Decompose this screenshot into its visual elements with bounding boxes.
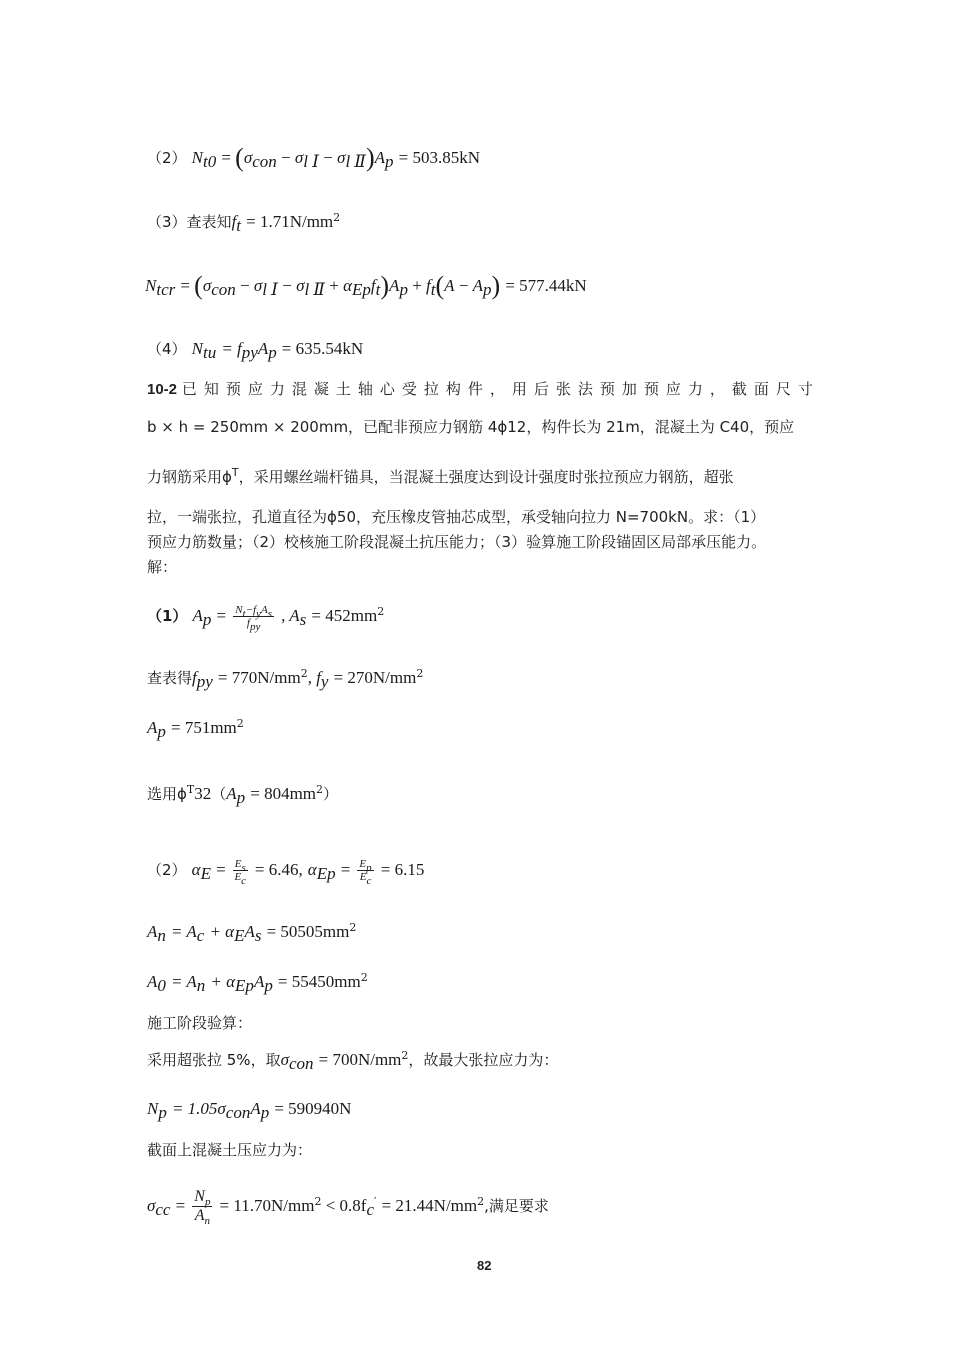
equation-np: $N_p = 1.05\sigma_{con}A_p = 590940N$ <box>147 1099 352 1122</box>
equation-ntu: （4） $N_{tu} = f_{py}A_p = 635.54kN$ <box>147 339 364 362</box>
overtension-line: 采用超张拉 5%，取$\sigma_{con} = 700N/mm^2$，故最大张拉应力为： <box>147 1049 559 1073</box>
equation-ntcr: $N_{tcr} = (\sigma_{con} - \sigma_{l Ⅰ} - \sigma_{l Ⅱ} + \alpha_{Ep}f_t)A_p + f_t(A - A_p) = 577.44kN$ <box>145 271 587 300</box>
problem-line-5: 预应力筋数量；（2）校核施工阶段混凝土抗压能力；（3）验算施工阶段锚固区局部承压能力。 <box>147 533 767 551</box>
equation-an: $A_n = A_c + \alpha_EA_s = 50505mm^2$ <box>147 921 357 945</box>
page-number: 82 <box>477 1258 492 1273</box>
problem-line-2: b × h = 250mm × 200mm，已配非预应力钢筋 4ϕ12，构件长为 21m，混凝土为 C40，预应 <box>147 418 795 436</box>
problem-line-4: 拉，一端张拉，孔道直径为ϕ50，充压橡皮管抽芯成型，承受轴向拉力 N=700kN。求：（1） <box>147 508 766 526</box>
section-stress-heading: 截面上混凝土压应力为： <box>147 1141 313 1159</box>
equation-ap-result: $A_p = 751mm^2$ <box>147 717 244 741</box>
nt0-formula: = $(\sigma_{con} - \sigma_{l Ⅰ} - \sigma_{l Ⅱ})A_p$ <box>221 143 394 172</box>
equation-nt0: （2） $N_{t0} = (\sigma_{con} - \sigma_{l Ⅰ} - \sigma_{l Ⅱ})A_p = 503.85kN$ <box>147 143 480 172</box>
equation-ft: （3）查表知$f_t = 1.71N/mm^2$ <box>147 211 341 235</box>
alpha-ep-fraction: $\frac{E_p}{E_c}$ <box>359 858 372 887</box>
equation-fpy-fy: 查表得$f_{py} = 770N/mm^2$, $f_y = 270N/mm^2$ <box>147 667 424 691</box>
equation-alpha: （2） $\alpha_E$ = $\frac{E_s}{E_c}$ = 6.46, $\alpha_{Ep}$ = $\frac{E_p}{E_c}$ = 6.15 <box>147 858 425 887</box>
equation-a0: $A_0 = A_n + \alpha_{Ep}A_p = 55450mm^2$ <box>147 971 368 995</box>
selected-tendon: 选用$\phi^T32(A_p = 804mm^2)$ <box>147 783 339 807</box>
sigma-cc-fraction: $\frac{N_p}{A_n}$ <box>194 1188 211 1227</box>
problem-line-1: 10-2 已知预应力混凝土轴心受拉构件，用后张法预加预应力，截面尺寸 <box>147 380 820 398</box>
ntcr-formula: = $(\sigma_{con} - \sigma_{l Ⅰ} - \sigma_{l Ⅱ} + \alpha_{Ep}f_t)A_p + f_t(A - A_p)$ <box>180 271 501 300</box>
alpha-e-fraction: $\frac{E_s}{E_c}$ <box>234 858 247 887</box>
equation-ap-formula: （1） $A_p$ = $\frac{N_t-f_yA_s}{f_{py}}$ , $A_s = 452mm^2$ <box>147 604 385 633</box>
equation-sigma-cc: $\sigma_{cc}$ = $\frac{N_p}{A_n}$ = $11.70N/mm^2 < 0.8f_c' = 21.44N/mm^2$,满足要求 <box>147 1188 549 1227</box>
problem-line-3: 力钢筋采用$\phi^T$，采用螺丝端杆锚具，当混凝土强度达到设计强度时张拉预应力钢筋，超张 <box>147 466 734 486</box>
ap-fraction: $\frac{N_t-f_yA_s}{f_{py}}$ <box>235 604 272 633</box>
solution-label: 解： <box>147 558 178 576</box>
construction-check-heading: 施工阶段验算： <box>147 1014 253 1032</box>
